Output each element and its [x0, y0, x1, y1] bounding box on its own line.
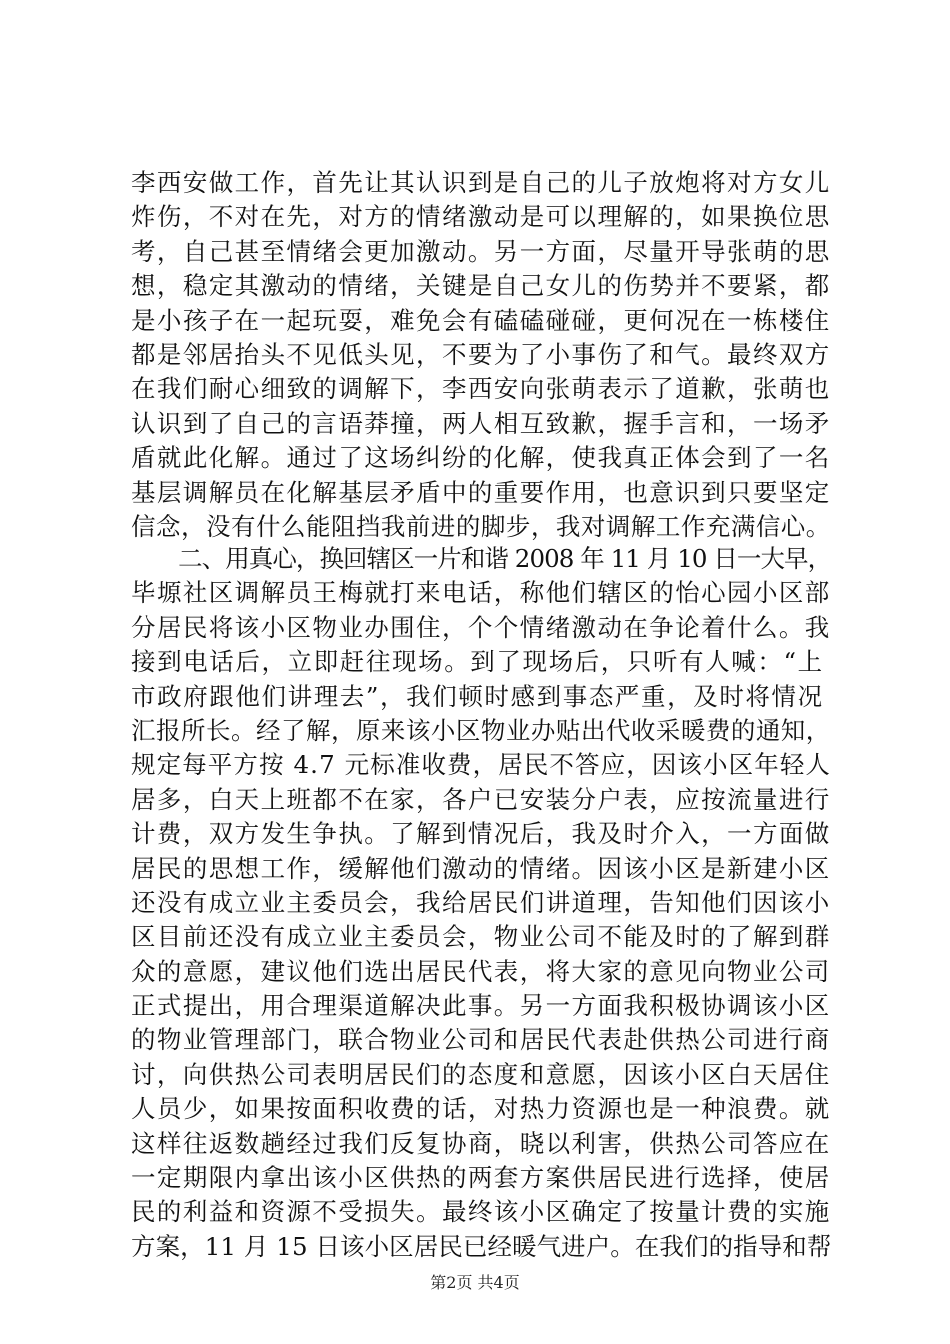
text-line: 正式提出，用合理渠道解决此事。另一方面我积极协调该小区 — [131, 991, 831, 1021]
text-line: 一定期限内拿出该小区供热的两套方案供居民进行选择，使居 — [131, 1163, 831, 1193]
text-line: 想，稳定其激动的情绪，关键是自己女儿的伤势并不要紧，都 — [131, 271, 831, 301]
text-line: 接到电话后，立即赶往现场。到了现场后，只听有人喊：“上 — [131, 647, 824, 677]
text-line: 居多，白天上班都不在家，各户已安装分户表，应按流量进行 — [131, 784, 831, 814]
text-line: 二、用真心，换回辖区一片和谐 2008 年 11 月 10 日一大早， — [131, 544, 832, 573]
text-line: 计费，双方发生争执。了解到情况后，我及时介入，一方面做 — [131, 819, 831, 849]
text-line: 在我们耐心细致的调解下，李西安向张萌表示了道歉，张萌也 — [131, 374, 831, 404]
text-line: 还没有成立业主委员会，我给居民们讲道理，告知他们因该小 — [131, 887, 831, 917]
text-line: 的物业管理部门，联合物业公司和居民代表赴供热公司进行商 — [131, 1025, 831, 1055]
paragraph-heating-dispute — [131, 542, 831, 1264]
text-line: 基层调解员在化解基层矛盾中的重要作用，也意识到只要坚定 — [131, 477, 831, 507]
page-footer: 第2页 共4页 — [430, 1273, 520, 1292]
text-line: 讨，向供热公司表明居民们的态度和意愿，因该小区白天居住 — [131, 1059, 831, 1089]
text-line: 李西安做工作，首先让其认识到是自己的儿子放炮将对方女儿 — [131, 168, 831, 197]
text-line: 人员少，如果按面积收费的话，对热力资源也是一种浪费。就 — [131, 1094, 831, 1124]
text-line: 盾就此化解。通过了这场纠纷的化解，使我真正体会到了一名 — [131, 443, 831, 473]
text-line: 认识到了自己的言语莽撞，两人相互致歉，握手言和，一场矛 — [131, 408, 831, 438]
text-line: 区目前还没有成立业主委员会，物业公司不能及时的了解到群 — [131, 922, 831, 952]
text-line: 都是邻居抬头不见低头见，不要为了小事伤了和气。最终双方 — [131, 339, 831, 369]
text-line: 是小孩子在一起玩耍，难免会有磕磕碰碰，更何况在一栋楼住 — [131, 305, 831, 335]
text-line: 众的意愿，建议他们选出居民代表，将大家的意见向物业公司 — [131, 956, 831, 986]
text-line: 市政府跟他们讲理去”，我们顿时感到事态严重，及时将情况 — [131, 681, 824, 711]
text-line: 方案，11 月 15 日该小区居民已经暖气进户。在我们的指导和帮 — [131, 1231, 832, 1261]
text-line: 规定每平方按 4.7 元标准收费，居民不答应，因该小区年轻人 — [131, 750, 832, 780]
text-line: 民的利益和资源不受损失。最终该小区确定了按量计费的实施 — [131, 1197, 831, 1227]
text-line: 毕塬社区调解员王梅就打来电话，称他们辖区的怡心园小区部 — [131, 578, 831, 608]
text-line: 考，自己甚至情绪会更加激动。另一方面，尽量开导张萌的思 — [131, 236, 831, 266]
text-line: 炸伤，不对在先，对方的情绪激动是可以理解的，如果换位思 — [131, 202, 831, 232]
text-line: 汇报所长。经了解，原来该小区物业办贴出代收采暖费的通知， — [131, 715, 831, 745]
text-line: 信念，没有什么能阻挡我前进的脚步，我对调解工作充满信心。 — [131, 511, 831, 541]
paragraph-mediation-li-xian — [131, 166, 831, 544]
text-line: 居民的思想工作，缓解他们激动的情绪。因该小区是新建小区 — [131, 853, 831, 883]
text-line: 这样往返数趟经过我们反复协商，晓以利害，供热公司答应在 — [131, 1128, 831, 1158]
text-line: 分居民将该小区物业办围住，个个情绪激动在争论着什么。我 — [131, 612, 831, 642]
